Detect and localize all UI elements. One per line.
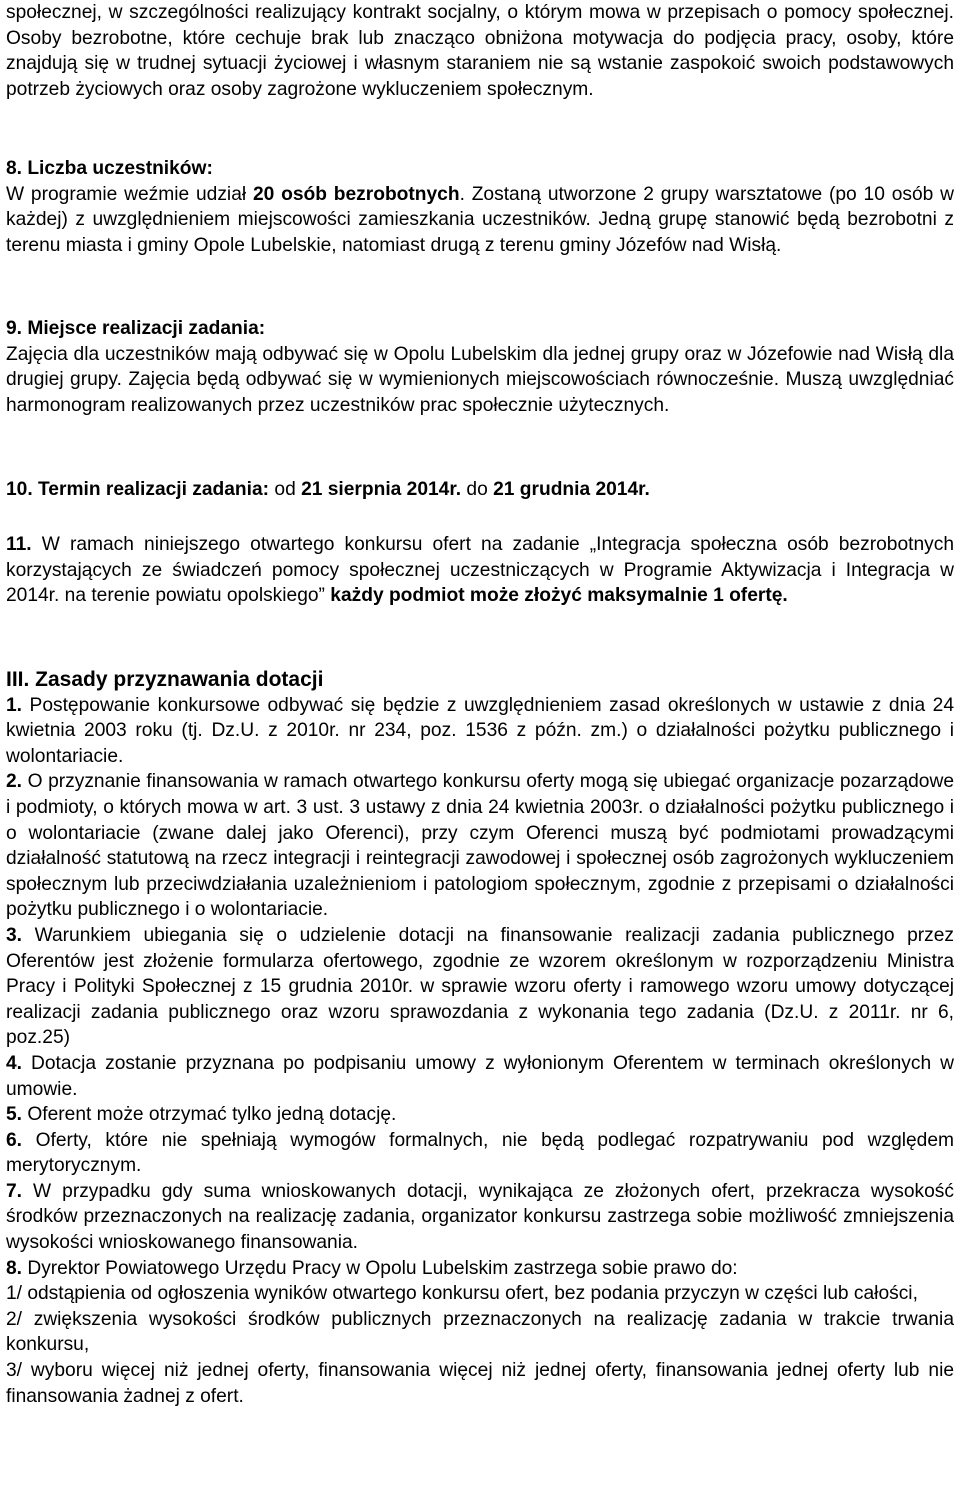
rule-8-sub-1: 1/ odstąpienia od ogłoszenia wyników otwartego konkursu ofert, bez podania przyczyn w części lub całości, [6, 1283, 918, 1305]
intro-paragraph: społecznej, w szczególności realizujący kontrakt socjalny, o którym mowa w przepisach o pomocy społecznej. Osoby bezrobotne, które cechuje brak lub znacząco obniżona motywacja do podjęcia pracy, osoby, które znajdują się w trudnej sytuacji życiowej i własnym staraniem nie są wstanie zaspokoić swoich podstawowych potrzeb życiowych oraz osoby zagrożone wykluczeniem społecznym. [6, 2, 954, 100]
rule-8: 8. Dyrektor Powiatowego Urzędu Pracy w Opolu Lubelskim zastrzega sobie prawo do: [6, 1257, 738, 1279]
rule-1: 1. Postępowanie konkursowe odbywać się będzie z uwzględnieniem zasad określonych w ustawie z dnia 24 kwietnia 2003 roku (tj. Dz.U. z 2010r. nr 234, poz. 1536 z późn. zm.) o działalności pożytku publicznego i wolontariacie. [6, 694, 954, 767]
rule-5: 5. Oferent może otrzymać tylko jedną dotację. [6, 1104, 397, 1126]
rule-7: 7. W przypadku gdy suma wnioskowanych dotacji, wynikająca ze złożonych ofert, przekracza wysokość środków przeznaczonych na realizację zadania, organizator konkursu zastrzega sobie możliwość zmniejszenia wysokości wnioskowanego finansowania. [6, 1180, 954, 1254]
section-9 [6, 316, 954, 418]
section-9-heading: 9. Miejsce realizacji zadania: [6, 318, 266, 339]
rule-8-sub-3: 3/ wyboru więcej niż jednej oferty, finansowania więcej niż jednej oferty, finansowania jednej oferty lub nie finansowania żadnej z ofert. [6, 1360, 954, 1407]
section-iii-heading: III. Zasady przyznawania dotacji [6, 668, 324, 691]
section-8-heading: 8. Liczba uczestników: [6, 158, 213, 179]
rule-6: 6. Oferty, które nie spełniają wymogów formalnych, nie będą podlegać rozpatrywaniu pod względem merytorycznym. [6, 1129, 954, 1177]
section-iii [6, 667, 954, 1409]
rule-3: 3. Warunkiem ubiegania się o udzielenie dotacji na finansowanie realizacji zadania publicznego przez Oferentów jest złożenie formularza ofertowego, zgodnie ze wzorem określonym w rozporządzeniu Ministra Pracy i Polityki Społecznej z 15 grudnia 2010r. w sprawie wzoru oferty i ramowego wzoru umowy dotyczącej realizacji zadania publicznego oraz wzoru sprawozdania z wykonania tego zadania (Dz.U. z 2011r. nr 6, poz.25) [6, 924, 954, 1049]
section-10: 10. Termin realizacji zadania: od 21 sierpnia 2014r. do 21 grudnia 2014r. [6, 479, 650, 500]
section-8 [6, 156, 954, 258]
section-8-text: W programie weźmie udział 20 osób bezrobotnych. Zostaną utworzone 2 grupy warsztatowe (po 10 osób w każdej) z uwzględnieniem miejscowości zamieszkania uczestników. Jedną grupę stanowić będą bezrobotni z terenu miasta i gminy Opole Lubelskie, natomiast drugą z terenu gminy Józefów nad Wisłą. [6, 183, 954, 256]
section-9-text: Zajęcia dla uczestników mają odbywać się w Opolu Lubelskim dla jednej grupy oraz w Józefowie nad Wisłą dla drugiej grupy. Zajęcia będą odbywać się w wymienionych miejscowościach równocześnie. Muszą uwzględniać harmonogram realizowanych przez uczestników prac społecznie użytecznych. [6, 343, 954, 416]
rule-4: 4. Dotacja zostanie przyznana po podpisaniu umowy z wyłonionym Oferentem w terminach określonych w umowie. [6, 1052, 954, 1100]
rule-8-sub-2: 2/ zwiększenia wysokości środków publicznych przeznaczonych na realizację zadania w trakcie trwania konkursu, [6, 1308, 954, 1356]
section-11: 11. W ramach niniejszego otwartego konkursu ofert na zadanie „Integracja społeczna osób bezrobotnych korzystających ze świadczeń pomocy społecznej uczestniczących w Programie Aktywizacja i Integracja w 2014r. na terenie powiatu opolskiego” każdy podmiot może złożyć maksymalnie 1 ofertę. [6, 534, 954, 607]
rule-2: 2. O przyznanie finansowania w ramach otwartego konkursu oferty mogą się ubiegać organizacje pozarządowe i podmioty, o których mowa w art. 3 ust. 3 ustawy z dnia 24 kwietnia 2003r. o działalności pożytku publicznego i o wolontariacie (zwane dalej jako Oferenci), przy czym Oferenci muszą być podmiotami prowadzącymi działalność statutową na rzecz integracji i reintegracji zawodowej i społecznej osób zagrożonych wykluczeniem społecznym lub przeciwdziałania uzależnieniom i patologiom społecznym, zgodnie z przepisami o działalności pożytku publicznego i o wolontariacie. [6, 771, 954, 921]
